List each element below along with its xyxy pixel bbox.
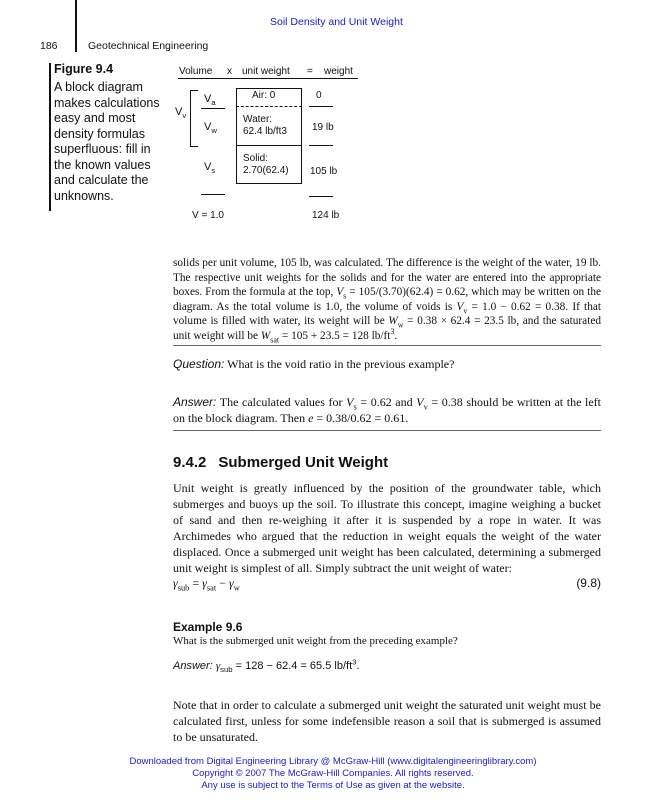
section-heading: 9.4.2 Submerged Unit Weight bbox=[173, 454, 389, 471]
diagram-box-bottom bbox=[236, 183, 302, 184]
figure-title: Figure 9.4 bbox=[54, 62, 114, 76]
diagram-air-water-interface bbox=[236, 106, 302, 107]
header-rule bbox=[75, 0, 77, 52]
diagram-air-weight: 0 bbox=[316, 90, 322, 101]
paragraph-1: solids per unit volume, 105 lb, was calculated. The difference is the weight of the water, 19 lb. The respective unit weights for the solids and for the water are entered into the appropriate boxes. From the formula at the top, $V_s = 105/(3.70)(62.4) = 0.62$, which may be written on the diagram. As the total volume is 1.0, the volume of voids is $V_v = 1.0 - 0.62 = 0.38$. If that volume is filled with water, its weight will be $W_w = 0.38 \times 62.4 = 23.5$ lb, and the saturated unit weight will be $W_{sat} = 105 + 23.5 = 128$ $lb/ft^3$. bbox=[173, 257, 602, 344]
diagram-total-volume: V = 1.0 bbox=[192, 210, 224, 221]
diagram-op-equals: = bbox=[307, 66, 313, 77]
diagram-weight-line-1 bbox=[309, 106, 333, 107]
example-answer: Answer: $\gamma_{sub} = 128 - 62.4 = 65.5$ $lb/ft^3$. bbox=[173, 657, 360, 675]
footer-line-3: Any use is subject to the Terms of Use as given at the website. bbox=[201, 780, 465, 791]
diagram-box-top bbox=[236, 88, 302, 89]
diagram-weight-line-3 bbox=[309, 196, 333, 197]
book-title: Geotechnical Engineering bbox=[88, 40, 209, 52]
diagram-box-right bbox=[301, 88, 302, 184]
diagram-solid-weight: 105 lb bbox=[310, 166, 338, 177]
diagram-water-solid-interface bbox=[236, 145, 302, 146]
diagram-vv-bracket bbox=[190, 90, 191, 146]
diagram-water-weight: 19 lb bbox=[312, 122, 334, 133]
diagram-header-underline bbox=[178, 78, 358, 79]
question: Question: What is the void ratio in the previous example? bbox=[173, 357, 455, 371]
diagram-solid-line1: Solid: bbox=[243, 153, 269, 164]
running-head: Soil Density and Unit Weight bbox=[270, 16, 403, 28]
paragraph-2: Unit weight is greatly influenced by the position of the groundwater table, which submerges and buoys up the soil. To illustrate this concept, imagine weighing a bucket of sand and then re-weighing it after it is suspended by a rope in water. It was Archimedes who argued that the reduction in weight equals the weight of the water displaced. Once a submerged unit weight has been calculated, determining a submerged unit weight is simplest of all. Simply subtract the unit weight of water: bbox=[173, 481, 601, 575]
diagram-va-line bbox=[201, 108, 225, 109]
paragraph-3: Note that in order to calculate a submerged unit weight the saturated unit weight must be calculated first, unless for some indefensible reason a soil that is submerged is assumed to be unsaturated. bbox=[173, 698, 601, 744]
diagram-op-times: x bbox=[227, 66, 232, 77]
block-diagram bbox=[170, 62, 370, 222]
diagram-col-unit-weight: unit weight bbox=[242, 66, 290, 77]
diagram-air-label: Air: 0 bbox=[252, 90, 276, 101]
footer-line-1[interactable]: Downloaded from Digital Engineering Library @ McGraw-Hill (www.digitalengineeringlibrary.com) bbox=[129, 756, 537, 767]
figure-caption: A block diagram makes calculations easy and most density formulas superfluous: fill in the known values and calculate the unknowns. bbox=[54, 80, 160, 203]
diagram-total-weight: 124 lb bbox=[312, 210, 340, 221]
equation-9-8: $\gamma_{sub} = \gamma_{sat} - \gamma_w$ (9.8) bbox=[173, 576, 601, 593]
diagram-solid-line2: 2.70(62.4) bbox=[243, 165, 289, 176]
diagram-water-line1: Water: bbox=[243, 114, 273, 125]
diagram-vs-line bbox=[201, 194, 225, 195]
divider-2 bbox=[173, 430, 601, 431]
equation-number: (9.8) bbox=[576, 576, 601, 590]
diagram-water-line2: 62.4 lb/ft3 bbox=[243, 126, 287, 137]
page-number: 186 bbox=[40, 40, 58, 52]
diagram-vv-bracket-bottom bbox=[190, 146, 198, 147]
diagram-va-label: $V_a$ bbox=[204, 93, 216, 108]
footer-line-2: Copyright © 2007 The McGraw-Hill Companies. All rights reserved. bbox=[192, 768, 474, 779]
diagram-col-volume: Volume bbox=[179, 66, 213, 77]
diagram-weight-line-2 bbox=[309, 145, 333, 146]
diagram-vv-bracket-top bbox=[190, 90, 198, 91]
divider-1 bbox=[173, 345, 601, 346]
diagram-vv-label: $V_v$ bbox=[175, 106, 187, 121]
example-question: What is the submerged unit weight from the preceding example? bbox=[173, 635, 458, 647]
example-title: Example 9.6 bbox=[173, 620, 243, 634]
diagram-box-left bbox=[236, 88, 237, 184]
diagram-vs-label: $V_s$ bbox=[204, 161, 216, 176]
answer: Answer: The calculated values for $V_s = 0.62$ and $V_v = 0.38$ should be written at the left on the block diagram. Then e = 0.38/0.62 = 0.61. bbox=[173, 395, 601, 425]
diagram-vw-label: $V_w$ bbox=[204, 121, 217, 136]
figure-bar bbox=[49, 63, 51, 211]
diagram-col-weight: weight bbox=[324, 66, 353, 77]
